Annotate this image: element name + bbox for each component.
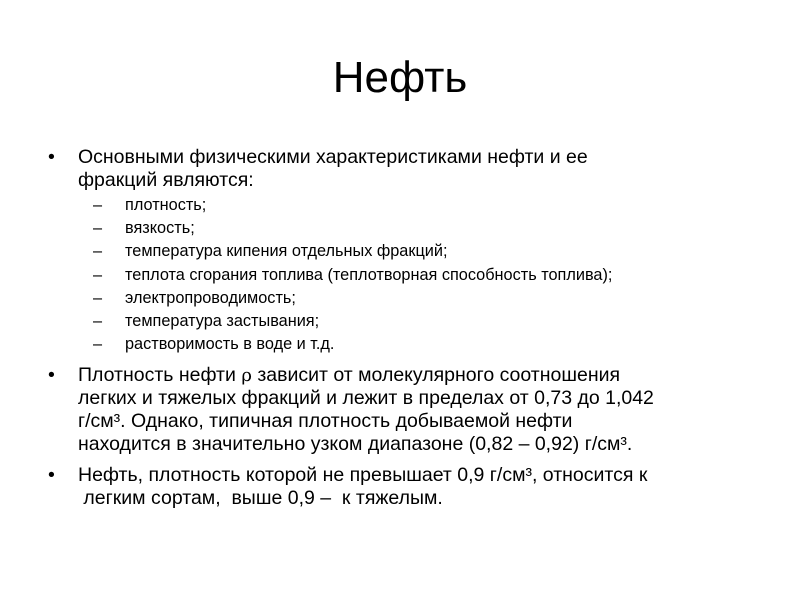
slide-body (48, 146, 768, 510)
list-item (48, 287, 768, 310)
list-item (48, 240, 768, 263)
list-item (48, 264, 768, 287)
paragraph-physical-characteristics (48, 146, 768, 192)
dash-icon: – (93, 265, 103, 284)
paragraph-line: легких и тяжелых фракций и лежит в пределах от 0,73 до 1,042 (78, 387, 654, 410)
dash-icon: – (93, 335, 103, 354)
dash-icon: – (93, 196, 103, 214)
property-text: теплота сгорания топлива (теплотворная способность топлива); (125, 265, 613, 284)
slide-title: Нефть (332, 53, 468, 102)
paragraph-line: Нефть, плотность которой не превышает 0,9 г/см³, относится к (78, 464, 648, 487)
property-text: растворимость в воде и т.д. (125, 335, 335, 354)
paragraph-line (78, 364, 768, 387)
property-text: вязкость; (125, 219, 195, 238)
dash-icon: – (93, 219, 103, 238)
paragraph-light-heavy (48, 464, 768, 510)
line-text: зависит от молекулярного соотношения (251, 364, 621, 387)
paragraph-line: Основными физическими характеристиками нефти и ее (78, 146, 588, 168)
property-text: температура застывания; (125, 312, 320, 331)
dash-icon: – (93, 312, 103, 331)
list-item (48, 333, 768, 356)
bullet-icon: • (48, 146, 55, 168)
property-text: электропроводимость; (125, 288, 296, 307)
list-item (48, 194, 768, 217)
paragraph-line: фракций являются: (78, 169, 254, 191)
dash-icon: – (93, 288, 103, 307)
dash-icon: – (93, 242, 103, 261)
property-text: температура кипения отдельных фракций; (125, 242, 448, 261)
list-item (48, 310, 768, 333)
paragraph-density (48, 364, 768, 456)
bullet-icon: • (48, 464, 55, 487)
bullet-icon: • (48, 364, 55, 387)
list-item (48, 217, 768, 240)
paragraph-line: легким сортам, выше 0,9 – к тяжелым. (78, 487, 443, 510)
properties-list (48, 194, 768, 356)
property-text: плотность; (125, 196, 207, 214)
rho-symbol: ρ (241, 365, 252, 387)
paragraph-line: находится в значительно узком диапазоне (0,82 – 0,92) г/см³. (78, 433, 633, 456)
paragraph-line: г/см³. Однако, типичная плотность добываемой нефти (78, 410, 573, 433)
line-text: Плотность нефти (78, 364, 242, 387)
